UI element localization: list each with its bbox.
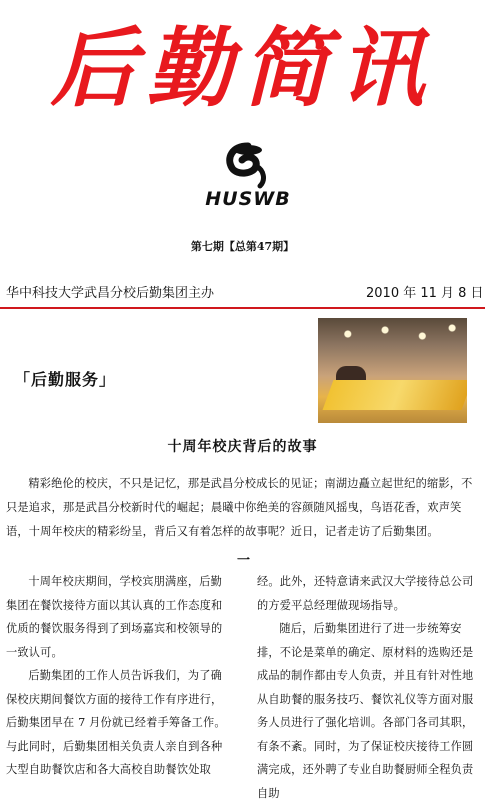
issue-number: 第七期【总第47期】	[190, 240, 295, 253]
banquet-photo	[318, 318, 467, 423]
paragraph: 经。此外，还特意请来武汉大学接待总公司的方爱平总经理做现场指导。	[257, 575, 474, 612]
publish-date: 2010 年 11 月 8 日	[366, 286, 484, 301]
section-divider: 一	[237, 553, 251, 568]
paragraph: 后勤集团的工作人员告诉我们，为了确保校庆期间餐饮方面的接待工作有序进行，后勤集团早在 7 月份就已经着手筹备工作。与此同时，后勤集团相关负责人亲自到各种大型自助餐饮店和各大高校自助餐饮处取	[6, 669, 226, 776]
article-column-left	[6, 570, 232, 782]
paragraph: 十周年校庆期间，学校宾朋满座，后勤集团在餐饮接待方面以其认真的工作态度和优质的餐饮服务得到了到场嘉宾和校领导的一致认可。	[6, 575, 223, 659]
logo	[202, 140, 294, 222]
header-rule	[0, 307, 485, 309]
article-intro: 精彩绝伦的校庆，不只是记忆，那是武昌分校成长的见证；南湖边矗立起世纪的缩影，不只是追求，那是武昌分校新时代的崛起；晨曦中你绝美的容颜随风摇曳，鸟语花香，欢声笑语，十周年校庆的精彩纷呈，背后又有着怎样的故事呢？近日，记者走访了后勤集团。	[6, 477, 473, 538]
article-column-right	[257, 570, 483, 805]
section-tag: 「后勤服务」	[14, 370, 117, 389]
publisher: 华中科技大学武昌分校后勤集团主办	[6, 286, 215, 301]
article-headline: 十周年校庆背后的故事	[167, 439, 318, 455]
ceiling-lights	[318, 318, 467, 358]
masthead-title: 后勤简讯	[50, 18, 435, 119]
logo-text: HUSWB	[205, 188, 291, 210]
paragraph: 随后，后勤集团进行了进一步统筹安排，不论是菜单的确定、原材料的选购还是成品的制作都由专人负责，并且有针对性地从自助餐的服务技巧、餐饮礼仪等方面对服务人员进行了强化培训。各部门各司其职，有条不紊。同时，为了保证校庆接待工作圆满完成，还外聘了专业自助餐厨师全程负责自助	[257, 622, 474, 800]
buffet-table	[323, 380, 467, 410]
